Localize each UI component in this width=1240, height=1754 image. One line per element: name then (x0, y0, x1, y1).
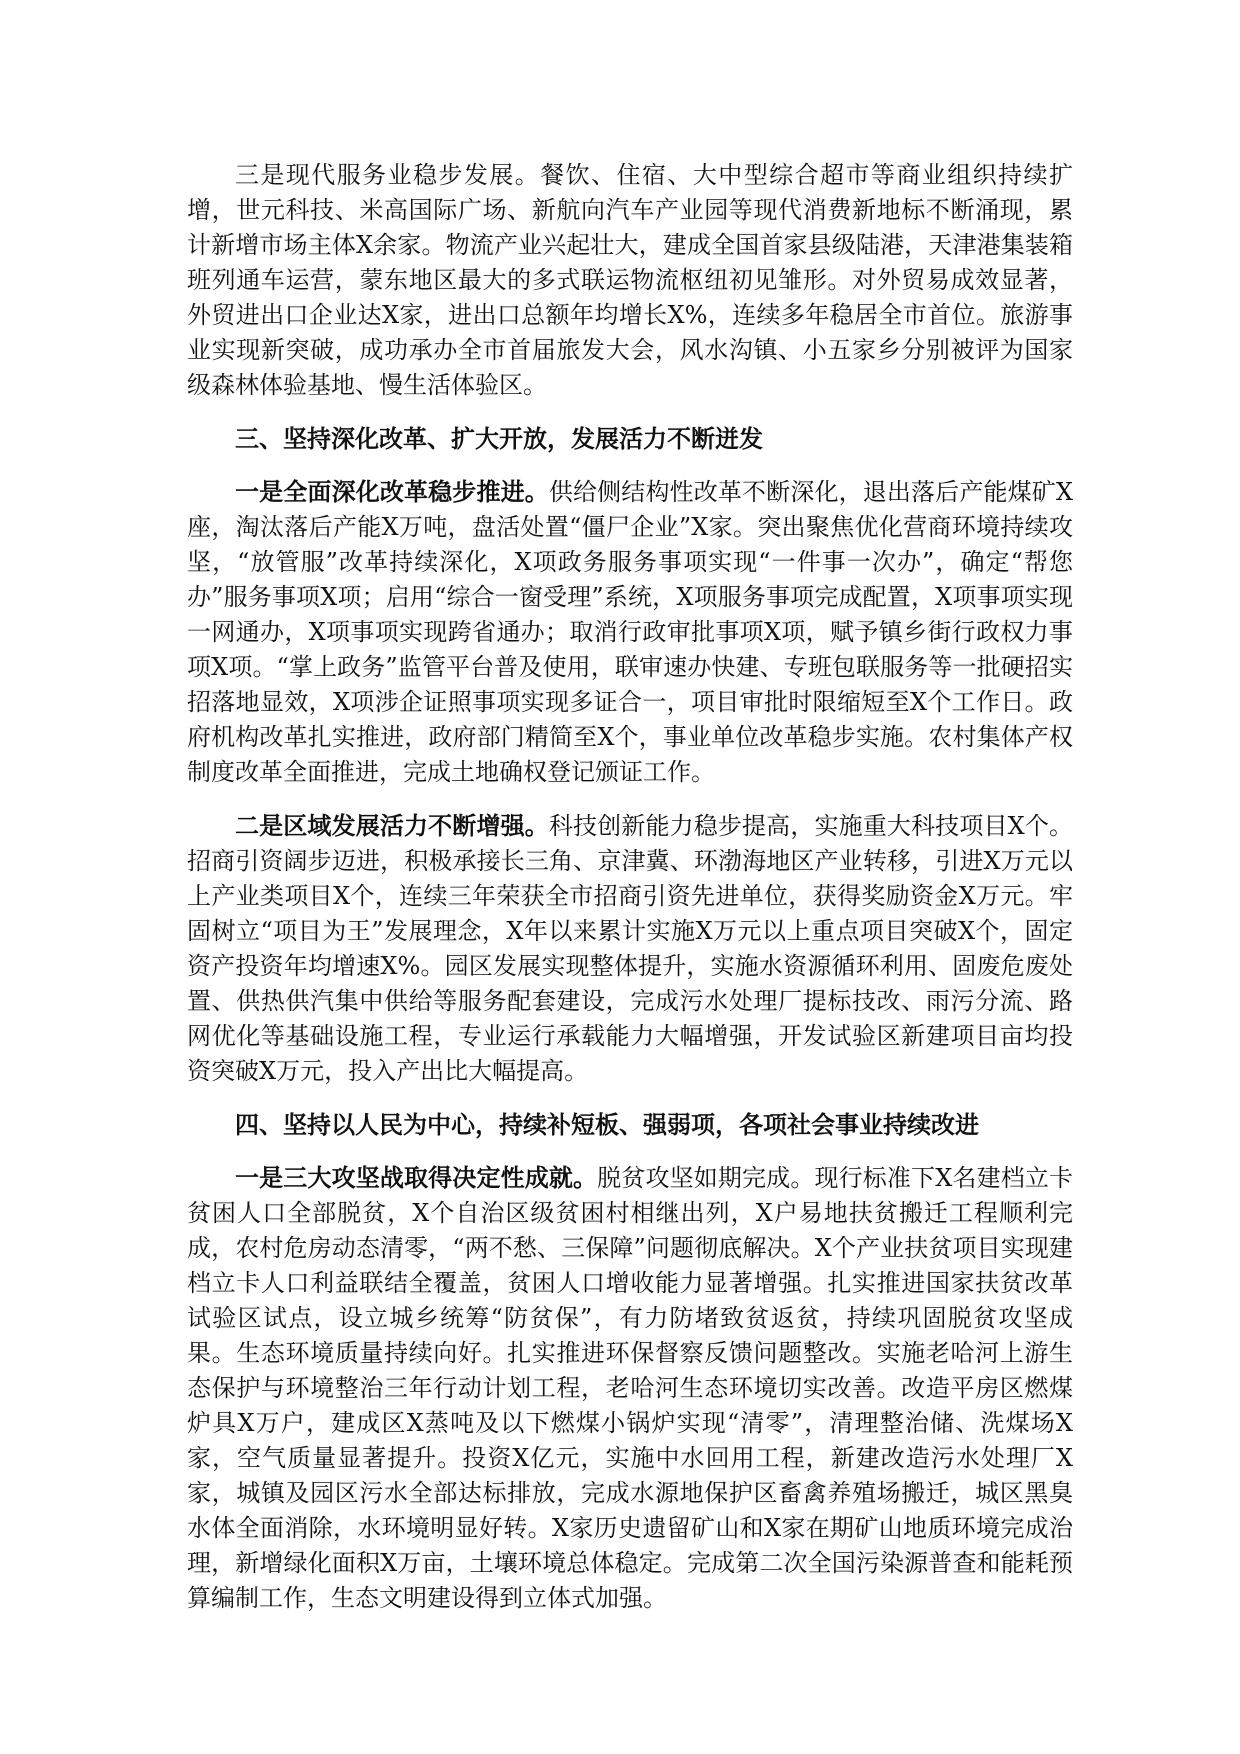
paragraph-text: 脱贫攻坚如期完成。现行标准下X名建档立卡贫困人口全部脱贫，X个自治区级贫困村相继出列，X户易地扶贫搬迁工程顺利完成，农村危房动态清零，“两不愁、三保障”问题彻底解决。X个产业扶贫项目实现建档立卡人口利益联结全覆盖，贫困人口增收能力显著增强。扎实推进国家扶贫改革试验区试点，设立城乡统筹“防贫保”，有力防堵致贫返贫，持续巩固脱贫攻坚成果。生态环境质量持续向好。扎实推进环保督察反馈问题整改。实施老哈河上游生态保护与环境整治三年行动计划工程，老哈河生态环境切实改善。改造平房区燃煤炉具X万户，建成区X蒸吨及以下燃煤小锅炉实现“清零”，清理整治储、洗煤场X家，空气质量显著提升。投资X亿元，实施中水回用工程，新建改造污水处理厂X家，城镇及园区污水全部达标排放，完成水源地保护区畜禽养殖场搬迁，城区黑臭水体全面消除，水环境明显好转。X家历史遗留矿山和X家在期矿山地质环境完成治理，新增绿化面积X万亩，土壤环境总体稳定。完成第二次全国污染源普查和能耗预算编制工作，生态文明建设得到立体式加强。 (187, 1164, 1073, 1612)
paragraph-deepen-reform (187, 474, 1073, 790)
paragraph-regional-vitality (187, 808, 1073, 1089)
document-page (187, 158, 1073, 1634)
paragraph-text: 科技创新能力稳步提高，实施重大科技项目X个。招商引资阔步迈进，积极承接长三角、京津冀、环渤海地区产业转移，引进X万元以上产业类项目X个，连续三年荣获全市招商引资先进单位，获得奖励资金X万元。牢固树立“项目为王”发展理念，X年以来累计实施X万元以上重点项目突破X个，固定资产投资年均增速X%。园区发展实现整体提升，实施水资源循环利用、固废危废处置、供热供汽集中供给等服务配套建设，完成污水处理厂提标技改、雨污分流、路网优化等基础设施工程，专业运行承载能力大幅增强，开发试验区新建项目亩均投资突破X万元，投入产出比大幅提高。 (187, 812, 1073, 1085)
paragraph-modern-services (187, 158, 1073, 403)
paragraph-three-battles (187, 1160, 1073, 1616)
paragraph-lead: 一是全面深化改革稳步推进。 (235, 477, 549, 506)
paragraph-lead: 一是三大攻坚战取得决定性成就。 (235, 1163, 598, 1192)
paragraph-text: 供给侧结构性改革不断深化，退出落后产能煤矿X座，淘汰落后产能X万吨，盘活处置“僵尸企业”X家。突出聚焦优化营商环境持续攻坚，“放管服”改革持续深化，X项政务服务事项实现“一件事一次办”，确定“帮您办”服务事项X项；启用“综合一窗受理”系统，X项服务事项完成配置，X项事项实现一网通办，X项事项实现跨省通办；取消行政审批事项X项，赋予镇乡街行政权力事项X项。“掌上政务”监管平台普及使用，联审速办快建、专班包联服务等一批硬招实招落地显效，X项涉企证照事项实现多证合一，项目审批时限缩短至X个工作日。政府机构改革扎实推进，政府部门精简至X个，事业单位改革稳步实施。农村集体产权制度改革全面推进，完成土地确权登记颁证工作。 (187, 478, 1073, 786)
paragraph-lead: 二是区域发展活力不断增强。 (235, 811, 549, 840)
paragraph-text: 三是现代服务业稳步发展。餐饮、住宿、大中型综合超市等商业组织持续扩增，世元科技、米高国际广场、新航向汽车产业园等现代消费新地标不断涌现，累计新增市场主体X余家。物流产业兴起壮大，建成全国首家县级陆港，天津港集装箱班列通车运营，蒙东地区最大的多式联运物流枢纽初见雏形。对外贸易成效显著，外贸进出口企业达X家，进出口总额年均增长X%，连续多年稳居全市首位。旅游事业实现新突破，成功承办全市首届旅发大会，风水沟镇、小五家乡分别被评为国家级森林体验基地、慢生活体验区。 (187, 161, 1073, 399)
section-heading-people: 四、坚持以人民为中心，持续补短板、强弱项，各项社会事业持续改进 (235, 1110, 979, 1139)
section-heading-reform: 三、坚持深化改革、扩大开放，发展活力不断迸发 (235, 424, 763, 453)
